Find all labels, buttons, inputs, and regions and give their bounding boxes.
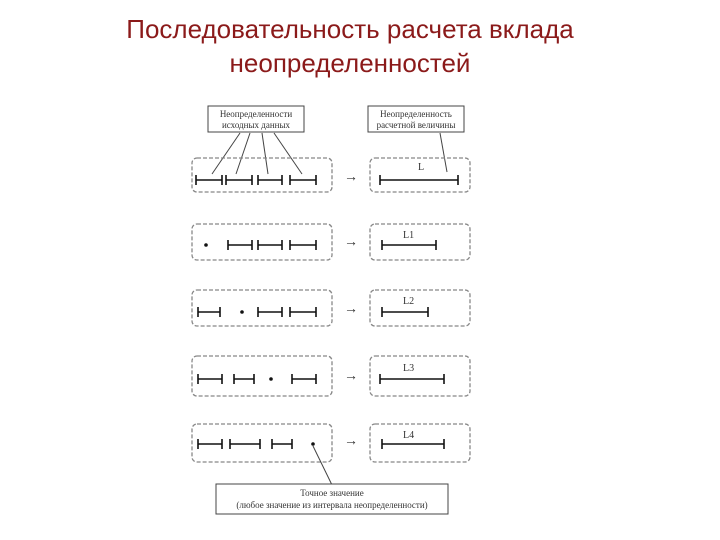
row-4 bbox=[192, 356, 470, 396]
row-5-point-value bbox=[311, 442, 315, 446]
title-line-2: неопределенностей bbox=[229, 48, 471, 78]
row-1-arrow: → bbox=[344, 170, 358, 185]
result-box-line-1: Неопределенность bbox=[380, 109, 452, 119]
row-5-input-intervals bbox=[198, 439, 292, 449]
row-4-point-value bbox=[269, 377, 273, 381]
row-3 bbox=[192, 290, 470, 326]
row-3-arrow: → bbox=[344, 302, 358, 317]
row-4-arrow: → bbox=[344, 369, 358, 384]
row-2-point-value bbox=[204, 243, 208, 247]
input-connector-lines bbox=[212, 133, 302, 174]
input-uncertainties-box bbox=[208, 106, 304, 132]
row-3-point-value bbox=[240, 310, 244, 314]
row-2-arrow: → bbox=[344, 235, 358, 250]
row-2-output-interval bbox=[382, 240, 436, 250]
row-4-input-intervals bbox=[198, 374, 316, 384]
title-line-1: Последовательность расчета вклада bbox=[126, 14, 574, 44]
row-5-output-label: L4 bbox=[403, 430, 415, 441]
row-5-arrow: → bbox=[344, 434, 358, 449]
row-3-input-intervals bbox=[198, 307, 316, 317]
row-4-output-interval bbox=[380, 374, 444, 384]
exact-value-line-1: Точное значение bbox=[300, 488, 364, 498]
result-connector-line bbox=[440, 133, 447, 172]
row-1-output-label: L bbox=[418, 162, 425, 173]
result-uncertainty-box bbox=[368, 106, 464, 132]
exact-value-line-2: (любое значение из интервала неопределенности) bbox=[236, 500, 428, 510]
input-box-line-1: Неопределенности bbox=[219, 109, 293, 119]
input-box-line-2: исходных данных bbox=[221, 120, 291, 130]
row-2-input-intervals bbox=[228, 240, 316, 250]
row-3-output-label: L2 bbox=[403, 296, 415, 307]
exact-value-box bbox=[216, 484, 448, 514]
row-1-output-interval bbox=[380, 175, 458, 185]
result-box-line-2: расчетной величины bbox=[376, 120, 456, 130]
row-3-output-interval bbox=[382, 307, 428, 317]
row-4-output-label: L3 bbox=[403, 363, 415, 374]
row-1 bbox=[192, 158, 470, 192]
exact-value-connector-line bbox=[313, 446, 332, 485]
row-5 bbox=[192, 424, 470, 462]
row-1-input-intervals bbox=[196, 175, 316, 185]
row-2-output-label: L1 bbox=[403, 230, 415, 241]
row-2 bbox=[192, 224, 470, 260]
